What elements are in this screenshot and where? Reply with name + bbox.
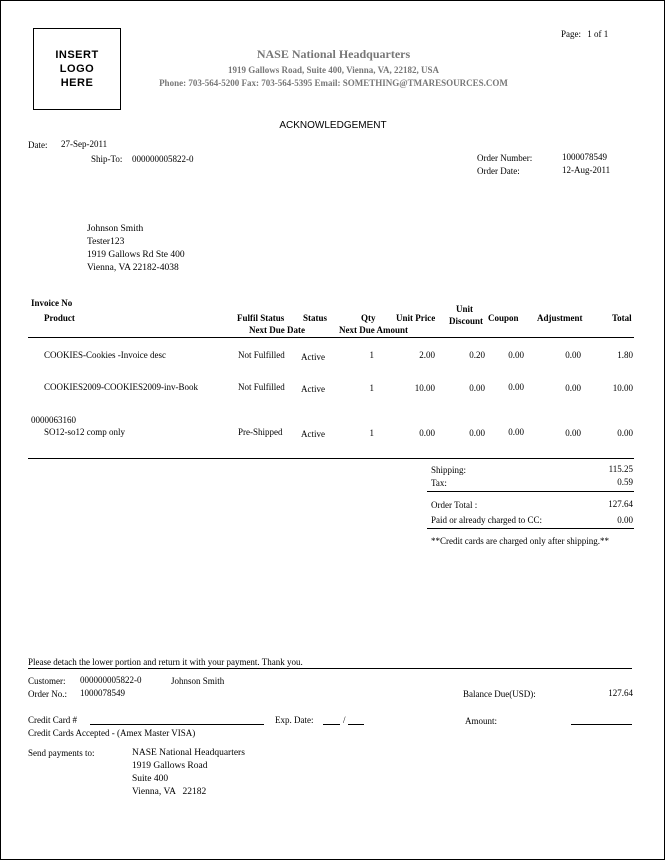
- credit-card-note: **Credit cards are charged only after shipping.**: [431, 536, 610, 546]
- row-total: 10.00: [612, 383, 633, 393]
- row-status: Active: [301, 429, 325, 439]
- paid-label: Paid or already charged to CC:: [431, 515, 543, 525]
- credit-card-label: Credit Card #: [28, 715, 77, 725]
- org-address: 1919 Gallows Road, Suite 400, Vienna, VA, 22182, USA: [228, 65, 439, 75]
- remit-address-line: NASE National Headquarters: [132, 748, 245, 758]
- paid-value: 0.00: [617, 515, 633, 525]
- header-next-due-date: Next Due Date: [249, 325, 305, 335]
- row-unit-price: 2.00: [419, 350, 435, 360]
- remit-address: [132, 747, 245, 799]
- order-date-label: Order Date:: [477, 166, 520, 176]
- row-coupon: 0.00: [508, 427, 524, 437]
- row-adjustment: 0.00: [565, 350, 581, 360]
- org-name: NASE National Headquarters: [256, 47, 411, 61]
- header-fulfil-status: Fulfil Status: [237, 313, 285, 323]
- header-coupon: Coupon: [488, 313, 519, 323]
- row-fulfil-status: Not Fulfilled: [238, 350, 285, 360]
- row-unit-price: 10.00: [414, 383, 435, 393]
- row-discount: 0.20: [469, 350, 485, 360]
- row-status: Active: [301, 384, 325, 394]
- send-payments-label: Send payments to:: [28, 748, 95, 758]
- exp-date-label: Exp. Date:: [275, 715, 314, 725]
- totals-divider: [427, 491, 634, 492]
- exp-month-input-line[interactable]: [323, 724, 340, 725]
- row-coupon: 0.00: [508, 382, 524, 392]
- row-product: SO12-so12 comp only: [44, 427, 125, 437]
- address-block: [87, 223, 185, 275]
- shipping-value: 115.25: [608, 464, 633, 474]
- row-product: COOKIES-Cookies -Invoice desc: [44, 350, 166, 360]
- row-adjustment: 0.00: [565, 383, 581, 393]
- order-date-value: 12-Aug-2011: [562, 165, 611, 175]
- row-coupon: 0.00: [508, 350, 524, 360]
- stub-customer-label: Customer:: [28, 676, 66, 686]
- page-indicator: [561, 29, 608, 39]
- row-fulfil-status: Not Fulfilled: [238, 382, 285, 392]
- row-fulfil-status: Pre-Shipped: [238, 427, 283, 437]
- order-number-value: 1000078549: [562, 152, 607, 162]
- row-total: 0.00: [617, 428, 633, 438]
- stub-order-no-label: Order No.:: [28, 689, 67, 699]
- header-next-due-amount: Next Due Amount: [339, 325, 408, 335]
- stub-order-no: 1000078549: [80, 688, 125, 698]
- row-qty: 1: [369, 350, 374, 360]
- row-discount: 0.00: [469, 383, 485, 393]
- logo-placeholder: [33, 28, 121, 110]
- remit-address-line: Vienna, VA 22182: [132, 787, 207, 797]
- row-status: Active: [301, 352, 325, 362]
- header-status: Status: [303, 313, 328, 323]
- cards-accepted: Credit Cards Accepted - (Amex Master VISA): [28, 728, 196, 738]
- row-unit-price: 0.00: [419, 428, 435, 438]
- logo-text: INSERT LOGO HERE: [55, 49, 99, 89]
- stub-customer-name: Johnson Smith: [171, 676, 225, 686]
- header-product: Product: [44, 313, 75, 323]
- order-total-label: Order Total :: [431, 500, 478, 510]
- balance-due-label: Balance Due(USD):: [463, 689, 536, 699]
- row-product: COOKIES2009-COOKIES2009-inv-Book: [44, 382, 198, 392]
- header-total: Total: [612, 313, 632, 323]
- paid-divider: [427, 528, 634, 529]
- row-adjustment: 0.00: [565, 428, 581, 438]
- page-number: 1 of 1: [587, 29, 609, 39]
- header-adjustment: Adjustment: [537, 313, 583, 323]
- exp-year-input-line[interactable]: [348, 724, 364, 725]
- address-line: Tester123: [87, 237, 125, 247]
- stub-customer-id: 000000005822-0: [80, 675, 142, 685]
- header-qty: Qty: [361, 313, 376, 323]
- table-bottom-divider: [28, 458, 634, 459]
- header-invoice-no: Invoice No: [31, 298, 73, 308]
- detach-line: [28, 668, 632, 669]
- org-contact: Phone: 703-564-5200 Fax: 703-564-5395 Email: SOMETHING@TMARESOURCES.COM: [159, 78, 508, 88]
- exp-date-separator: /: [343, 715, 346, 725]
- remit-address-line: 1919 Gallows Road: [132, 761, 208, 771]
- address-line: Vienna, VA 22182-4038: [87, 263, 179, 273]
- balance-due-value: 127.64: [608, 688, 633, 698]
- row-qty: 1: [369, 383, 374, 393]
- detach-note: Please detach the lower portion and return it with your payment. Thank you.: [28, 657, 303, 667]
- shipping-label: Shipping:: [431, 465, 467, 475]
- header-unit-price: Unit Price: [396, 313, 436, 323]
- header-unit-discount-line2: Discount: [449, 316, 484, 326]
- row-discount: 0.00: [469, 428, 485, 438]
- amount-label: Amount:: [465, 716, 498, 726]
- document-title: ACKNOWLEDGEMENT: [279, 120, 387, 131]
- table-header-divider: [28, 337, 634, 338]
- ship-to-label: Ship-To:: [91, 154, 123, 164]
- tax-value: 0.59: [617, 477, 633, 487]
- order-number-label: Order Number:: [477, 153, 533, 163]
- row-qty: 1: [369, 428, 374, 438]
- row-invoice-no: 0000063160: [31, 415, 76, 425]
- tax-label: Tax:: [431, 478, 447, 488]
- amount-input-line[interactable]: [571, 724, 632, 725]
- row-total: 1.80: [617, 350, 633, 360]
- address-line: 1919 Gallows Rd Ste 400: [87, 250, 185, 260]
- order-total-value: 127.64: [608, 499, 633, 509]
- credit-card-input-line[interactable]: [90, 724, 264, 725]
- ship-to-value: 000000005822-0: [132, 154, 194, 164]
- date-value: 27-Sep-2011: [61, 139, 108, 149]
- header-unit-discount-line1: Unit: [456, 304, 474, 314]
- page-label: Page:: [561, 29, 581, 39]
- address-line: Johnson Smith: [87, 224, 144, 234]
- date-label: Date:: [28, 140, 48, 150]
- remit-address-line: Suite 400: [132, 774, 169, 784]
